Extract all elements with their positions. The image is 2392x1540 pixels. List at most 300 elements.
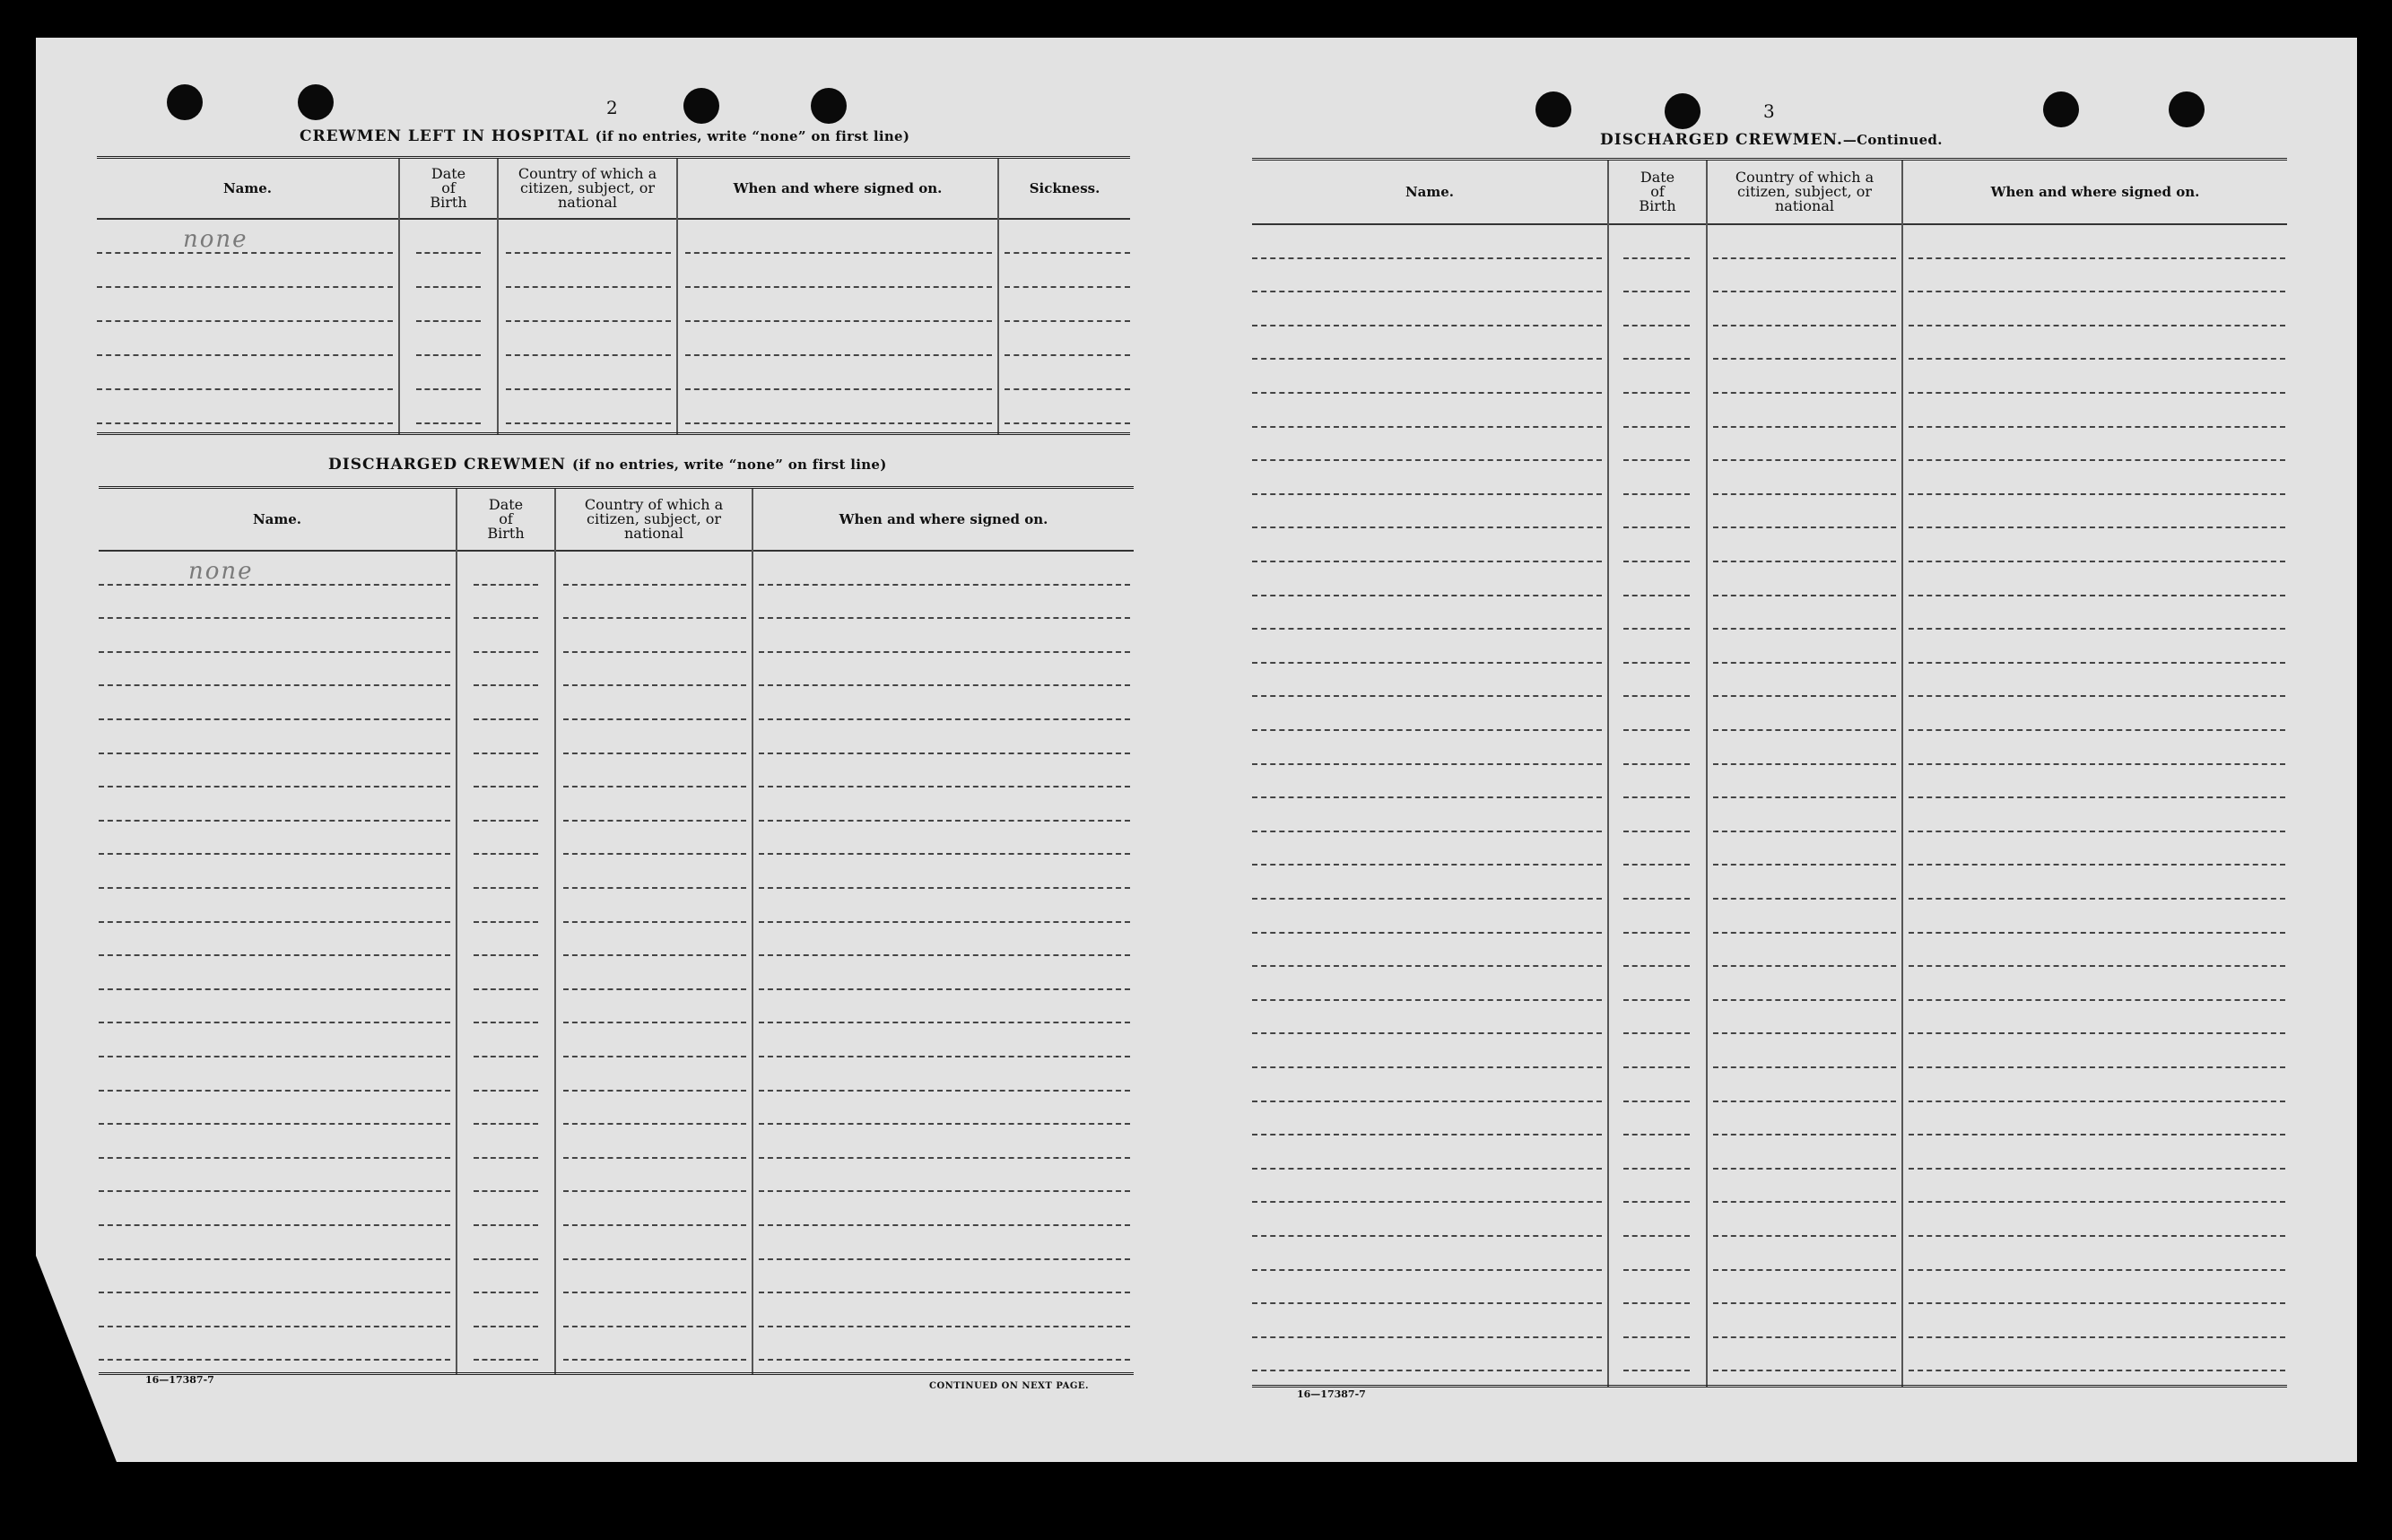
dotted-line [1623, 796, 1690, 798]
dotted-line [1252, 257, 1602, 259]
dotted-line [759, 1090, 1130, 1092]
dotted-line [1252, 729, 1602, 731]
discharged-table-header [99, 489, 1134, 552]
dotted-line [1909, 1134, 2285, 1135]
dotted-line [1623, 729, 1690, 731]
punch-hole [2169, 91, 2205, 127]
dotted-line [563, 651, 746, 653]
dotted-line [506, 354, 671, 356]
dotted-line [99, 1359, 450, 1361]
continued-note: CONTINUED ON NEXT PAGE. [929, 1381, 1090, 1391]
dotted-line [1909, 1032, 2285, 1034]
dotted-line [759, 1190, 1130, 1192]
dotted-line [506, 252, 671, 254]
dotted-line [685, 422, 992, 424]
dotted-line [99, 718, 450, 720]
dotted-line [474, 1056, 538, 1057]
dotted-line [1623, 426, 1690, 428]
dotted-line [1252, 932, 1602, 934]
dotted-line [563, 1123, 746, 1125]
punch-hole [1535, 91, 1571, 127]
dotted-line [1713, 1302, 1896, 1304]
dotted-line [1909, 695, 2285, 697]
dotted-line [1623, 493, 1690, 495]
dotted-line [1909, 1201, 2285, 1203]
dotted-line [1252, 1235, 1602, 1237]
dotted-line [1713, 493, 1896, 495]
dotted-line [1623, 1032, 1690, 1034]
col-date-of-birth: Date of Birth [487, 496, 525, 542]
dotted-line [1909, 426, 2285, 428]
dotted-line [416, 252, 481, 254]
dotted-line [1713, 763, 1896, 765]
dotted-line [1909, 662, 2285, 664]
dotted-line [1252, 493, 1602, 495]
dotted-line [1252, 595, 1602, 596]
dotted-line [759, 786, 1130, 787]
dotted-line [1909, 493, 2285, 495]
dotted-line [1909, 1101, 2285, 1102]
dotted-line [1623, 1066, 1690, 1068]
dotted-line [1909, 1336, 2285, 1338]
dotted-line [1623, 628, 1690, 630]
dotted-line [474, 1326, 538, 1327]
dotted-line [1252, 325, 1602, 326]
dotted-line [99, 1292, 450, 1293]
dotted-line [416, 286, 481, 288]
dotted-line [1713, 999, 1896, 1001]
dotted-line [1909, 291, 2285, 292]
dotted-line [1623, 932, 1690, 934]
dotted-line [1909, 358, 2285, 360]
dotted-line [97, 422, 393, 424]
discharged-section-title [328, 456, 887, 474]
form-code-left: 16—17387-7 [145, 1374, 214, 1386]
dotted-line [759, 887, 1130, 889]
dotted-line [99, 1190, 450, 1192]
dotted-line [1909, 459, 2285, 461]
column-divider [554, 489, 556, 1375]
dotted-line [563, 1090, 746, 1092]
dotted-line [563, 1292, 746, 1293]
dotted-line [1252, 1370, 1602, 1371]
dotted-line [1909, 1066, 2285, 1068]
dotted-line [1713, 1032, 1896, 1034]
dotted-line [1252, 1168, 1602, 1170]
dotted-line [99, 1123, 450, 1125]
dotted-line [1909, 257, 2285, 259]
dotted-line [1909, 628, 2285, 630]
dotted-line [1713, 662, 1896, 664]
dotted-line [1252, 695, 1602, 697]
dotted-line [474, 1022, 538, 1023]
dotted-line [99, 1090, 450, 1092]
dotted-line [97, 320, 393, 322]
dotted-line [506, 388, 671, 390]
dotted-line [1623, 1168, 1690, 1170]
dotted-line [474, 1157, 538, 1159]
dotted-line [759, 753, 1130, 754]
discharged-continued-note: —Continued. [1842, 132, 1943, 148]
dotted-line [1713, 628, 1896, 630]
dotted-line [97, 388, 393, 390]
dotted-line [759, 718, 1130, 720]
dotted-line [1909, 864, 2285, 866]
dotted-line [1623, 257, 1690, 259]
dotted-line [759, 1258, 1130, 1260]
dotted-line [759, 1359, 1130, 1361]
dotted-line [474, 1258, 538, 1260]
dotted-line [1713, 1336, 1896, 1338]
hospital-table-header [97, 159, 1130, 220]
dotted-line [1623, 864, 1690, 866]
column-divider [1706, 161, 1708, 1388]
dotted-line [99, 584, 450, 586]
dotted-line [1252, 426, 1602, 428]
dotted-line [759, 853, 1130, 855]
dotted-line [1909, 898, 2285, 900]
dotted-line [1909, 965, 2285, 967]
dotted-line [474, 584, 538, 586]
dotted-line [474, 1123, 538, 1125]
dotted-line [1713, 459, 1896, 461]
dotted-line [1252, 796, 1602, 798]
hospital-title: CREWMEN LEFT IN HOSPITAL [300, 127, 589, 145]
dotted-line [1713, 898, 1896, 900]
dotted-line [685, 388, 992, 390]
discharged-table [99, 486, 1134, 1375]
dotted-line [563, 1258, 746, 1260]
col-when-where: When and where signed on. [733, 180, 943, 196]
dotted-line [1713, 1066, 1896, 1068]
dotted-line [1713, 426, 1896, 428]
dotted-line [474, 1090, 538, 1092]
dotted-line [759, 617, 1130, 619]
dotted-line [1623, 1201, 1690, 1203]
dotted-line [563, 887, 746, 889]
hospital-table [97, 156, 1130, 435]
dotted-line [563, 617, 746, 619]
dotted-line [1005, 286, 1130, 288]
dotted-line [97, 286, 393, 288]
hospital-title-note: (if no entries, write “none” on first line) [595, 128, 910, 144]
dotted-line [99, 1056, 450, 1057]
dotted-line [1909, 1235, 2285, 1237]
dotted-line [759, 1292, 1130, 1293]
dotted-line [1909, 796, 2285, 798]
dotted-line [1623, 999, 1690, 1001]
col-country: Country of which a citizen, subject, or national [584, 496, 724, 542]
dotted-line [1252, 526, 1602, 528]
dotted-line [563, 921, 746, 923]
dotted-line [1713, 1134, 1896, 1135]
column-divider [1607, 161, 1609, 1388]
dotted-line [506, 320, 671, 322]
dotted-line [1623, 1134, 1690, 1135]
dotted-line [99, 921, 450, 923]
col-date-of-birth: Date of Birth [430, 165, 467, 211]
dotted-line [474, 684, 538, 686]
dotted-line [474, 651, 538, 653]
dotted-line [1252, 1269, 1602, 1271]
dotted-line [1252, 459, 1602, 461]
dotted-line [1713, 595, 1896, 596]
table-bottom-rule [1252, 1385, 2287, 1388]
dotted-line [99, 617, 450, 619]
dotted-line [563, 753, 746, 754]
dotted-line [1623, 358, 1690, 360]
dotted-line [99, 684, 450, 686]
table-bottom-rule [99, 1372, 1134, 1375]
dotted-line [1252, 831, 1602, 832]
dotted-line [563, 1056, 746, 1057]
dotted-line [685, 286, 992, 288]
dotted-line [1713, 864, 1896, 866]
dotted-line [1623, 898, 1690, 900]
dotted-line [1909, 595, 2285, 596]
discharged-continued-title [1600, 131, 1943, 149]
dotted-line [1713, 965, 1896, 967]
dotted-line [759, 1326, 1130, 1327]
dotted-line [1713, 291, 1896, 292]
dotted-line [506, 286, 671, 288]
dotted-line [474, 1359, 538, 1361]
dotted-line [97, 354, 393, 356]
col-country: Country of which a citizen, subject, or national [1735, 169, 1874, 214]
page-number-left: 2 [606, 97, 618, 118]
dotted-line [416, 422, 481, 424]
dotted-line [759, 684, 1130, 686]
dotted-line [1252, 1032, 1602, 1034]
dotted-line [99, 1022, 450, 1023]
dotted-line [99, 753, 450, 754]
dotted-line [1252, 392, 1602, 394]
dotted-line [416, 354, 481, 356]
col-when-where: When and where signed on. [839, 511, 1048, 527]
dotted-line [1909, 1269, 2285, 1271]
col-when-where: When and where signed on. [1990, 184, 2200, 200]
dotted-line [563, 1157, 746, 1159]
page-number-right: 3 [1763, 100, 1775, 122]
dotted-line [759, 1123, 1130, 1125]
dotted-line [685, 320, 992, 322]
dotted-line [506, 422, 671, 424]
dotted-line [474, 921, 538, 923]
column-divider [997, 159, 999, 435]
dotted-line [474, 988, 538, 990]
dotted-line [1623, 1302, 1690, 1304]
dotted-line [759, 1224, 1130, 1226]
dotted-line [1713, 1101, 1896, 1102]
dotted-line [1252, 1302, 1602, 1304]
dotted-line [1623, 831, 1690, 832]
column-divider [676, 159, 678, 435]
dotted-line [474, 617, 538, 619]
dotted-line [1005, 252, 1130, 254]
punch-hole [298, 84, 334, 120]
dotted-line [759, 954, 1130, 956]
dotted-line [99, 1258, 450, 1260]
dotted-line [1713, 257, 1896, 259]
handwritten-entry: none [183, 226, 248, 253]
dotted-line [1623, 595, 1690, 596]
dotted-line [1623, 1370, 1690, 1371]
discharged-continued-main: DISCHARGED CREWMEN. [1600, 131, 1843, 149]
dotted-line [563, 1190, 746, 1192]
dotted-line [1623, 1269, 1690, 1271]
dotted-line [1252, 1336, 1602, 1338]
dotted-line [563, 1326, 746, 1327]
dotted-line [1005, 320, 1130, 322]
column-divider [752, 489, 753, 1375]
discharged-title: DISCHARGED CREWMEN [328, 456, 567, 474]
column-divider [1901, 161, 1903, 1388]
dotted-line [99, 988, 450, 990]
dotted-line [99, 820, 450, 822]
dotted-line [563, 1224, 746, 1226]
form-code-right: 16—17387-7 [1297, 1388, 1366, 1400]
dotted-line [1909, 763, 2285, 765]
dotted-line [1252, 763, 1602, 765]
dotted-line [1252, 999, 1602, 1001]
dotted-line [474, 954, 538, 956]
dotted-line [759, 584, 1130, 586]
dotted-line [474, 786, 538, 787]
dotted-line [99, 887, 450, 889]
dotted-line [1623, 965, 1690, 967]
dotted-line [1909, 561, 2285, 562]
dotted-line [1713, 729, 1896, 731]
dotted-line [1623, 325, 1690, 326]
dotted-line [99, 1326, 450, 1327]
dotted-line [1623, 1101, 1690, 1102]
dotted-line [1623, 392, 1690, 394]
dotted-line [563, 584, 746, 586]
dotted-line [1252, 1066, 1602, 1068]
col-name: Name. [222, 180, 273, 196]
dotted-line [474, 853, 538, 855]
dotted-line [685, 354, 992, 356]
dotted-line [685, 252, 992, 254]
dotted-line [1252, 561, 1602, 562]
dotted-line [1252, 662, 1602, 664]
dotted-line [563, 820, 746, 822]
dotted-line [1713, 695, 1896, 697]
dotted-line [1909, 1370, 2285, 1371]
dotted-line [1713, 561, 1896, 562]
col-date-of-birth: Date of Birth [1639, 169, 1676, 214]
dotted-line [99, 1157, 450, 1159]
dotted-line [1623, 526, 1690, 528]
dotted-line [1623, 561, 1690, 562]
dotted-line [1252, 628, 1602, 630]
dotted-line [1713, 1269, 1896, 1271]
dotted-line [1623, 763, 1690, 765]
dotted-line [1909, 932, 2285, 934]
dotted-line [759, 1056, 1130, 1057]
dotted-line [1713, 325, 1896, 326]
dotted-line [1713, 831, 1896, 832]
dotted-line [759, 1022, 1130, 1023]
dotted-line [759, 820, 1130, 822]
dotted-line [99, 651, 450, 653]
discharged-title-note: (if no entries, write “none” on first line) [571, 457, 887, 473]
dotted-line [759, 988, 1130, 990]
dotted-line [1909, 831, 2285, 832]
col-country: Country of which a citizen, subject, or national [518, 165, 657, 211]
table-bottom-rule [97, 432, 1130, 435]
punch-hole [1665, 93, 1700, 129]
dotted-line [1623, 1336, 1690, 1338]
column-divider [456, 489, 457, 1375]
dotted-line [1252, 1134, 1602, 1135]
dotted-line [1909, 729, 2285, 731]
col-name: Name. [1405, 184, 1455, 200]
dotted-line [563, 786, 746, 787]
dotted-line [1909, 392, 2285, 394]
dotted-line [474, 1190, 538, 1192]
col-name: Name. [252, 511, 302, 527]
hospital-section-title [300, 127, 909, 145]
dotted-line [1909, 325, 2285, 326]
dotted-line [474, 1292, 538, 1293]
dotted-line [1713, 1168, 1896, 1170]
punch-hole [167, 84, 203, 120]
dotted-line [563, 954, 746, 956]
punch-hole [2043, 91, 2079, 127]
dotted-line [563, 1022, 746, 1023]
dotted-line [1005, 354, 1130, 356]
dotted-line [1252, 898, 1602, 900]
dotted-line [563, 684, 746, 686]
col-sickness: Sickness. [1029, 180, 1100, 196]
dotted-line [1252, 291, 1602, 292]
dotted-line [1713, 1235, 1896, 1237]
dotted-line [474, 887, 538, 889]
dotted-line [1623, 662, 1690, 664]
dotted-line [474, 1224, 538, 1226]
dotted-line [1713, 796, 1896, 798]
dotted-line [99, 1224, 450, 1226]
column-divider [398, 159, 400, 435]
dotted-line [416, 320, 481, 322]
dotted-line [1252, 965, 1602, 967]
dotted-line [1005, 422, 1130, 424]
dotted-line [563, 853, 746, 855]
dotted-line [1623, 1235, 1690, 1237]
discharged-continued-header [1252, 161, 2287, 225]
dotted-line [563, 988, 746, 990]
discharged-continued-table [1252, 158, 2287, 1388]
column-divider [497, 159, 499, 435]
dotted-line [1909, 999, 2285, 1001]
dotted-line [1909, 1302, 2285, 1304]
dotted-line [1713, 1201, 1896, 1203]
dotted-line [759, 921, 1130, 923]
dotted-line [759, 651, 1130, 653]
dotted-line [1623, 291, 1690, 292]
dotted-line [474, 718, 538, 720]
dotted-line [563, 1359, 746, 1361]
dotted-line [1252, 864, 1602, 866]
punch-hole [811, 88, 847, 124]
dotted-line [1909, 526, 2285, 528]
dotted-line [1713, 932, 1896, 934]
handwritten-entry: none [188, 558, 254, 585]
dotted-line [1252, 1101, 1602, 1102]
dotted-line [99, 853, 450, 855]
dotted-line [1713, 358, 1896, 360]
